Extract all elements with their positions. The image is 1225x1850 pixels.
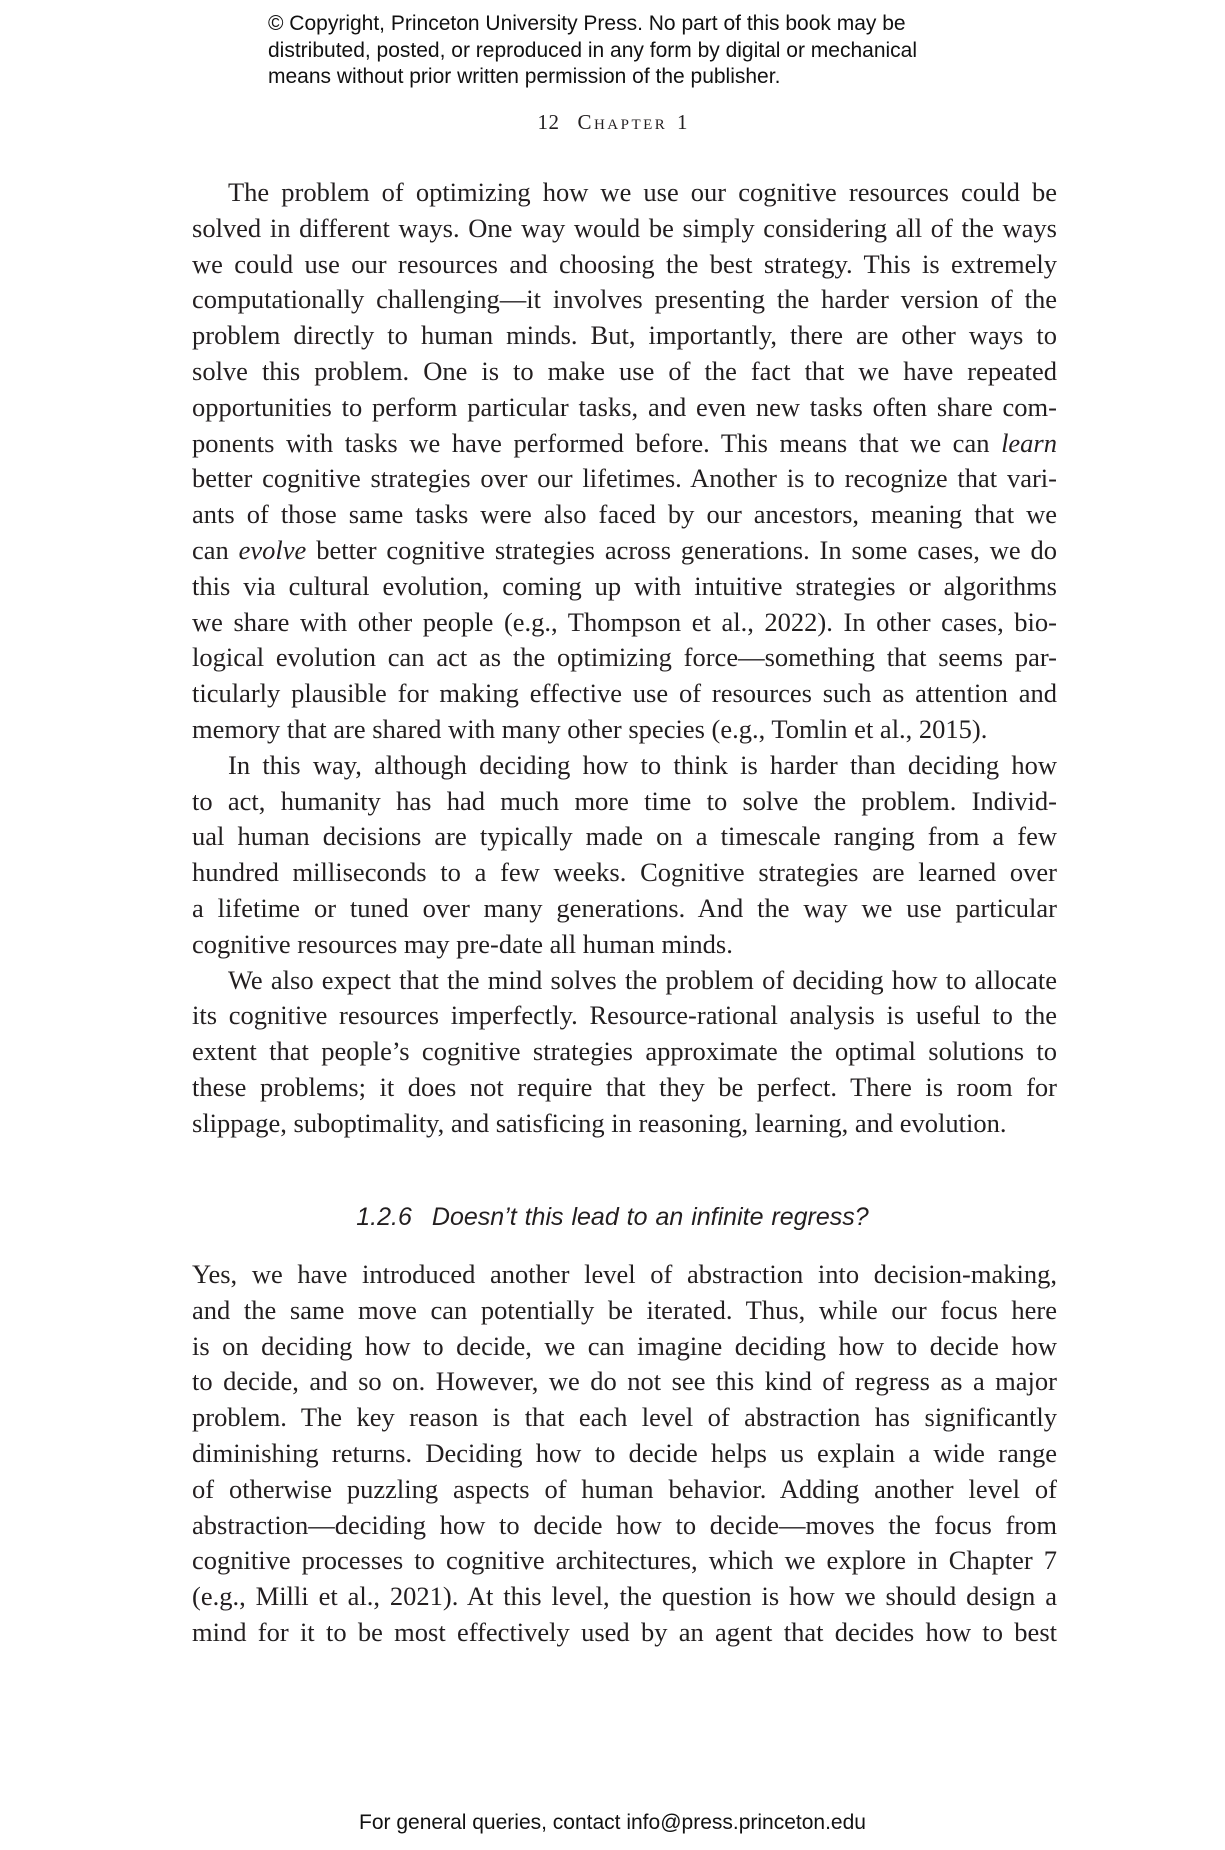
text-line: of otherwise puzzling aspects of human behavior. Adding another level of <box>192 1473 1057 1504</box>
text-line: solved in different ways. One way would be simply considering all of the ways <box>192 212 1057 243</box>
chapter-label-group <box>577 110 687 134</box>
footer-contact: For general queries, contact info@press.princeton.edu <box>359 1811 866 1834</box>
emphasis: evolve <box>238 534 307 565</box>
text-line: solve this problem. One is to make use of the fact that we have repeated <box>192 355 1057 386</box>
chapter-label: Chapter <box>577 110 668 134</box>
text-line: can evolve better cognitive strategies across generations. In some cases, we do <box>192 534 1057 565</box>
text-line: opportunities to perform particular tasks, and even new tasks often share com- <box>192 391 1057 422</box>
text-line: a lifetime or tuned over many generations. And the way we use particular <box>192 892 1057 923</box>
page-number: 12 <box>537 110 560 134</box>
copyright-line: means without prior written permission of the publisher. <box>268 65 781 88</box>
body-text-block-2 <box>192 1257 1057 1651</box>
text-line: this via cultural evolution, coming up with intuitive strategies or algorithms <box>192 570 1057 601</box>
text-line: ticularly plausible for making effective use of resources such as attention and <box>192 678 1057 709</box>
chapter-number: 1 <box>677 110 688 134</box>
text-line: mind for it to be most effectively used by an agent that decides how to best <box>192 1616 1057 1647</box>
text-line: abstraction—deciding how to decide how to decide—moves the focus from <box>192 1509 1057 1540</box>
text-line: to decide, and so on. However, we do not see this kind of regress as a major <box>192 1366 1057 1397</box>
text-line: In this way, although deciding how to think is harder than deciding how <box>228 749 1057 780</box>
emphasis: learn <box>1001 427 1057 458</box>
text-line: cognitive resources may pre-date all human minds. <box>192 928 733 959</box>
text-line: (e.g., Milli et al., 2021). At this level, the question is how we should design a <box>192 1581 1057 1612</box>
text-line: is on deciding how to decide, we can imagine deciding how to decide how <box>192 1330 1057 1361</box>
text-line: slippage, suboptimality, and satisficing in reasoning, learning, and evolution. <box>192 1107 1007 1138</box>
text-line: ants of those same tasks were also faced by our ancestors, meaning that we <box>192 499 1057 530</box>
text-line: We also expect that the mind solves the problem of deciding how to allocate <box>228 964 1057 995</box>
text-line: we share with other people (e.g., Thompson et al., 2022). In other cases, bio- <box>192 606 1057 637</box>
copyright-line: distributed, posted, or reproduced in any form by digital or mechanical <box>268 38 918 62</box>
text-line: these problems; it does not require that they be perfect. There is room for <box>192 1071 1057 1102</box>
text-line: ponents with tasks we have performed before. This means that we can learn <box>192 427 1057 458</box>
text-line: we could use our resources and choosing the best strategy. This is extremely <box>192 248 1057 279</box>
text-line: hundred milliseconds to a few weeks. Cognitive strategies are learned over <box>192 857 1057 888</box>
text-line: its cognitive resources imperfectly. Resource-rational analysis is useful to the <box>192 1000 1057 1031</box>
section-number: 1.2.6 <box>356 1203 412 1231</box>
text-line: diminishing returns. Deciding how to decide helps us explain a wide range <box>192 1437 1057 1468</box>
copyright-notice <box>268 11 988 91</box>
text-line: memory that are shared with many other species (e.g., Tomlin et al., 2015). <box>192 713 988 744</box>
text-line: problem directly to human minds. But, importantly, there are other ways to <box>192 320 1057 351</box>
text-line: cognitive processes to cognitive architectures, which we explore in Chapter 7 <box>192 1545 1057 1576</box>
running-head <box>0 110 1225 135</box>
text-line: to act, humanity has had much more time to solve the problem. Individ- <box>192 785 1057 816</box>
text-line: Yes, we have introduced another level of abstraction into decision-making, <box>192 1259 1057 1289</box>
text-line: computationally challenging—it involves presenting the harder version of the <box>192 284 1057 315</box>
section-title: Doesn’t this lead to an infinite regress? <box>431 1203 869 1231</box>
text-line: problem. The key reason is that each level of abstraction has significantly <box>192 1402 1057 1433</box>
text-line: extent that people’s cognitive strategies approximate the optimal solutions to <box>192 1036 1057 1067</box>
body-text-block-1 <box>192 175 1057 1142</box>
section-heading <box>0 1203 1225 1232</box>
text-line: better cognitive strategies over our lifetimes. Another is to recognize that vari- <box>192 463 1057 494</box>
text-line: ual human decisions are typically made on a timescale ranging from a few <box>192 821 1057 852</box>
text-line: The problem of optimizing how we use our cognitive resources could be <box>228 177 1057 207</box>
text-line: and the same move can potentially be iterated. Thus, while our focus here <box>192 1294 1057 1325</box>
text-line: logical evolution can act as the optimizing force—something that seems par- <box>192 642 1057 673</box>
copyright-line: © Copyright, Princeton University Press. No part of this book may be <box>268 12 906 35</box>
